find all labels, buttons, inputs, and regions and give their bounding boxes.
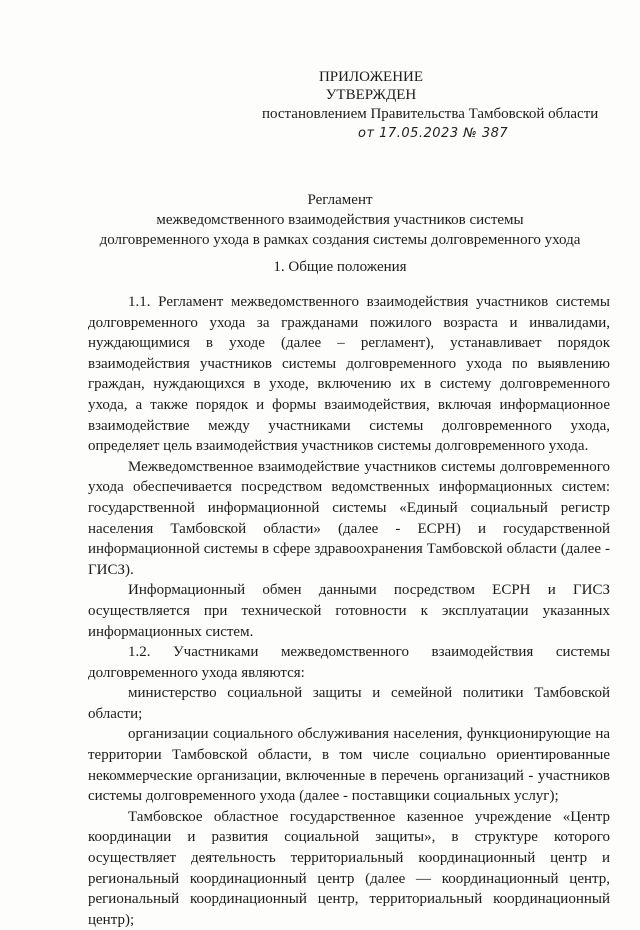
paragraph: 1.1. Регламент межведомственного взаимодействия участников системы долговременного ухода за гражданами пожилого возраста и инвалидами, нуждающимися в уходе (далее – регламент), устанавливает порядок взаимодействия участников системы долговременного ухода по выявлению граждан, нуждающихся в уходе, включению их в систему долговременного ухода, а также порядок и формы взаимодействия, включая информационное взаимодействие между участниками системы долговременного ухода, определяет цель взаимодействия участников системы долговременного ухода. [88,294,610,455]
paragraph: Тамбовское областное государственное казенное учреждение «Центр координации и развития социальной защиты», в структуре которого осуществляет деятельность территориальный координационный центр и региональный координационный центр (далее — координационный центр, региональный координационный центр, территориальный координационный центр); [88,808,610,928]
title-line-3: долговременного ухода в рамках создания системы долговременного ухода [99,232,581,248]
paragraph: организации социального обслуживания населения, функционирующие на территории Тамбовской области, в том числе социально ориентированные некоммерческие организации, включенные в перечень организаций - участников системы долговременного ухода (далее - поставщики социальных услуг); [88,726,610,805]
approval-authority: постановлением Правительства Тамбовской области [262,106,599,122]
paragraph: 1.2. Участниками межведомственного взаимодействия системы долговременного ухода являются: [88,644,610,681]
paragraph: Межведомственное взаимодействие участников системы долговременного ухода обеспечивается посредством ведомственных информационных систем: государственной информационной системы «Единый социальный регистр населения Тамбовской области» (далее - ЕСРН) и государственной информационной системы в сфере здравоохранения Тамбовской области (далее - ГИСЗ). [88,458,610,578]
approved-label: УТВЕРЖДЕН [325,87,417,103]
document-title [70,190,610,250]
title-line-2: межведомственного взаимодействия участников системы [156,212,524,228]
paragraph: Информационный обмен данными посредством ЕСРН и ГИСЗ осуществляется при технической готовности к эксплуатации указанных информационных систем. [88,582,610,640]
paragraph: министерство социальной защиты и семейной политики Тамбовской области; [88,685,610,722]
section-heading: 1. Общие положения [273,259,407,275]
handwritten-date-number: от 17.05.2023 № 387 [358,126,509,141]
approval-stamp-block [262,68,622,143]
appendix-label: ПРИЛОЖЕНИЕ [318,69,424,85]
document-body [88,292,610,930]
title-line-1: Регламент [307,192,373,208]
